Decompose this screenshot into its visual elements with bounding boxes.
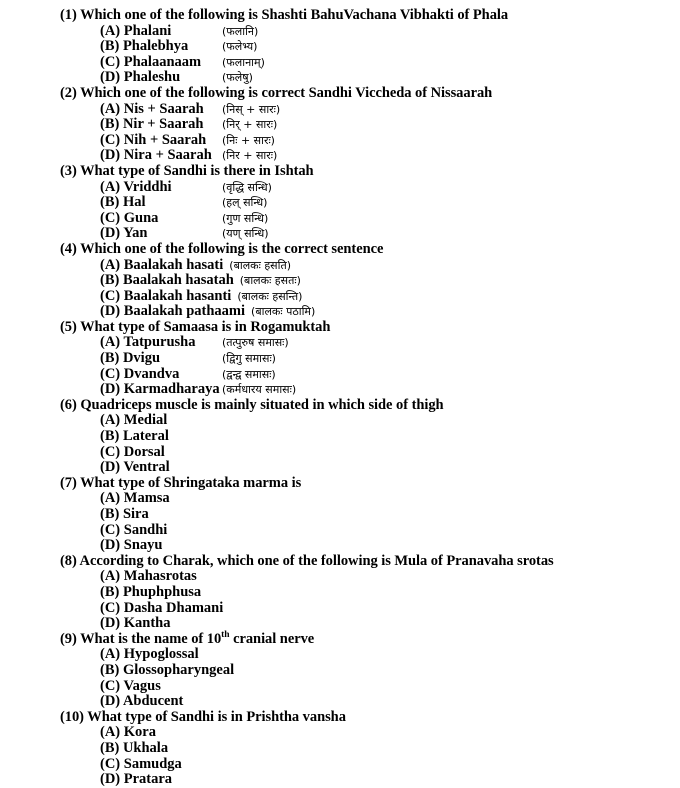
question-8-option-c[interactable] <box>0 601 680 617</box>
option-label: (D) Phaleshu <box>100 69 181 86</box>
option-label: (A) Baalakah hasati <box>100 256 224 273</box>
option-devanagari: (निः + सारः) <box>222 133 275 147</box>
question-1-option-b[interactable] <box>0 39 680 55</box>
question-3-option-a[interactable] <box>0 180 680 196</box>
option-devanagari: (वृद्धि सन्धि) <box>222 180 272 194</box>
option-label: (C) Baalakah hasanti <box>100 287 232 304</box>
option-label: (A) Mamsa <box>100 490 170 507</box>
question-10-text: (10) What type of Sandhi is in Prishtha vansha <box>60 708 346 725</box>
option-label: (B) Glossopharyngeal <box>100 661 235 678</box>
option-label: (D) Snayu <box>100 537 163 554</box>
option-devanagari: (बालकः हसति) <box>229 258 292 272</box>
option-label: (C) Guna <box>100 209 159 226</box>
question-2-option-d[interactable] <box>0 148 680 164</box>
option-label: (C) Sandhi <box>100 521 168 538</box>
option-devanagari: (निस् + सारः) <box>222 102 281 116</box>
option-label: (D) Kantha <box>100 615 171 632</box>
question-8-option-b[interactable] <box>0 585 680 601</box>
question-9-option-a[interactable] <box>0 647 680 663</box>
option-label: (A) Kora <box>100 724 156 741</box>
question-5 <box>0 320 680 398</box>
question-7-option-b[interactable] <box>0 507 680 523</box>
option-label: (B) Sira <box>100 506 149 522</box>
question-2 <box>0 86 680 164</box>
question-8-option-a[interactable] <box>0 569 680 585</box>
option-label: (B) Baalakah hasatah <box>100 272 234 289</box>
question-4-option-c[interactable] <box>0 289 680 305</box>
question-7-option-a[interactable] <box>0 491 680 507</box>
question-5-text: (5) What type of Samaasa is in Rogamuktah <box>60 318 331 335</box>
option-label: (D) Abducent <box>100 693 184 710</box>
option-label: (D) Nira + Saarah <box>100 147 212 164</box>
question-1-option-d[interactable] <box>0 70 680 86</box>
option-devanagari: (फलेषु) <box>222 71 253 85</box>
option-devanagari: (निर + सारः) <box>222 149 278 163</box>
option-devanagari: (बालकः हसतः) <box>239 274 301 288</box>
question-8-option-d[interactable] <box>0 616 680 632</box>
question-4-option-b[interactable] <box>0 273 680 289</box>
question-2-option-b[interactable] <box>0 117 680 133</box>
question-10-option-c[interactable] <box>0 757 680 773</box>
question-6-text: (6) Quadriceps muscle is mainly situated in which side of thigh <box>60 396 444 413</box>
option-label: (D) Pratara <box>100 771 173 788</box>
option-label: (C) Phalaanaam <box>100 53 202 70</box>
question-8 <box>0 554 680 632</box>
question-6-option-a[interactable] <box>0 413 680 429</box>
question-5-option-b[interactable] <box>0 351 680 367</box>
question-5-option-c[interactable] <box>0 367 680 383</box>
question-1-option-a[interactable] <box>0 24 680 40</box>
question-9-superscript: th <box>221 629 230 640</box>
question-9-option-b[interactable] <box>0 663 680 679</box>
option-devanagari: (यण् सन्धि) <box>222 227 269 241</box>
question-2-text: (2) Which one of the following is correct Sandhi Viccheda of Nissaarah <box>60 84 493 101</box>
option-devanagari: (फलानाम्) <box>222 55 265 69</box>
question-9-option-c[interactable] <box>0 679 680 695</box>
option-devanagari: (द्विगु समासः) <box>222 352 276 366</box>
option-label: (D) Karmadharaya <box>100 381 220 398</box>
question-9-text-part2: cranial nerve <box>229 630 315 647</box>
question-5-option-a[interactable] <box>0 335 680 351</box>
option-label: (B) Phuphphusa <box>100 583 202 600</box>
option-devanagari: (फलानि) <box>222 24 259 38</box>
question-2-option-c[interactable] <box>0 133 680 149</box>
question-1-text: (1) Which one of the following is Shashti BahuVachana Vibhakti of Phala <box>60 7 509 23</box>
question-8-text: (8) According to Charak, which one of the following is Mula of Pranavaha srotas <box>60 552 554 569</box>
option-devanagari: (निर् + सारः) <box>222 118 278 132</box>
question-9-text <box>0 629 680 648</box>
question-10-option-a[interactable] <box>0 725 680 741</box>
question-7-option-d[interactable] <box>0 538 680 554</box>
question-3-text: (3) What type of Sandhi is there in Ishtah <box>60 162 314 179</box>
option-devanagari: (बालकः पठामि) <box>251 305 316 319</box>
option-label: (A) Medial <box>100 412 168 429</box>
option-label: (A) Phalani <box>100 22 172 39</box>
option-label: (D) Baalakah pathaami <box>100 303 246 320</box>
option-label: (B) Nir + Saarah <box>100 116 204 133</box>
option-label: (C) Dvandva <box>100 365 180 382</box>
option-label: (A) Hypoglossal <box>100 646 199 663</box>
option-label: (D) Ventral <box>100 459 170 476</box>
question-4-option-a[interactable] <box>0 258 680 274</box>
question-10 <box>0 710 680 788</box>
option-label: (B) Lateral <box>100 428 169 445</box>
question-9-text-part1: (9) What is the name of 10 <box>60 630 222 647</box>
question-3 <box>0 164 680 242</box>
question-6 <box>0 398 680 476</box>
option-label: (C) Nih + Saarah <box>100 131 207 148</box>
option-devanagari: (फलेभ्य) <box>222 40 258 54</box>
option-label: (B) Ukhala <box>100 739 169 756</box>
question-6-option-d[interactable] <box>0 460 680 476</box>
question-5-option-d[interactable] <box>0 382 680 398</box>
option-label: (A) Vriddhi <box>100 178 172 195</box>
question-3-option-d[interactable] <box>0 226 680 242</box>
option-label: (A) Nis + Saarah <box>100 100 204 117</box>
option-label: (C) Samudga <box>100 755 182 772</box>
question-9 <box>0 629 680 710</box>
question-6-option-b[interactable] <box>0 429 680 445</box>
question-3-option-c[interactable] <box>0 211 680 227</box>
option-devanagari: (कर्मधारय समासः) <box>222 383 297 397</box>
option-label: (D) Yan <box>100 225 148 242</box>
question-7 <box>0 476 680 554</box>
question-3-option-b[interactable] <box>0 195 680 211</box>
option-label: (A) Mahasrotas <box>100 568 197 585</box>
question-4-text: (4) Which one of the following is the correct sentence <box>60 240 384 257</box>
question-6-option-c[interactable] <box>0 445 680 461</box>
option-devanagari: (हल् सन्धि) <box>222 196 268 210</box>
question-7-text: (7) What type of Shringataka marma is <box>60 474 302 491</box>
question-10-option-d[interactable] <box>0 772 680 788</box>
option-label: (A) Tatpurusha <box>100 334 196 351</box>
question-10-option-b[interactable] <box>0 741 680 757</box>
question-2-option-a[interactable] <box>0 102 680 118</box>
question-9-option-d[interactable] <box>0 694 680 710</box>
question-1-option-c[interactable] <box>0 55 680 71</box>
option-devanagari: (गुण सन्धि) <box>222 211 269 225</box>
question-1 <box>0 8 680 86</box>
option-devanagari: (द्वन्द्व समासः) <box>222 367 276 381</box>
option-label: (B) Phalebhya <box>100 38 189 55</box>
option-label: (C) Dorsal <box>100 443 165 460</box>
option-label: (B) Dvigu <box>100 350 161 367</box>
option-label: (C) Vagus <box>100 677 161 694</box>
question-4 <box>0 242 680 320</box>
option-devanagari: (बालकः हसन्ति) <box>237 289 303 303</box>
question-4-option-d[interactable] <box>0 304 680 320</box>
option-label: (C) Dasha Dhamani <box>100 599 224 616</box>
option-label: (B) Hal <box>100 194 146 211</box>
question-7-option-c[interactable] <box>0 523 680 539</box>
option-devanagari: (तत्पुरुष समासः) <box>222 336 289 350</box>
